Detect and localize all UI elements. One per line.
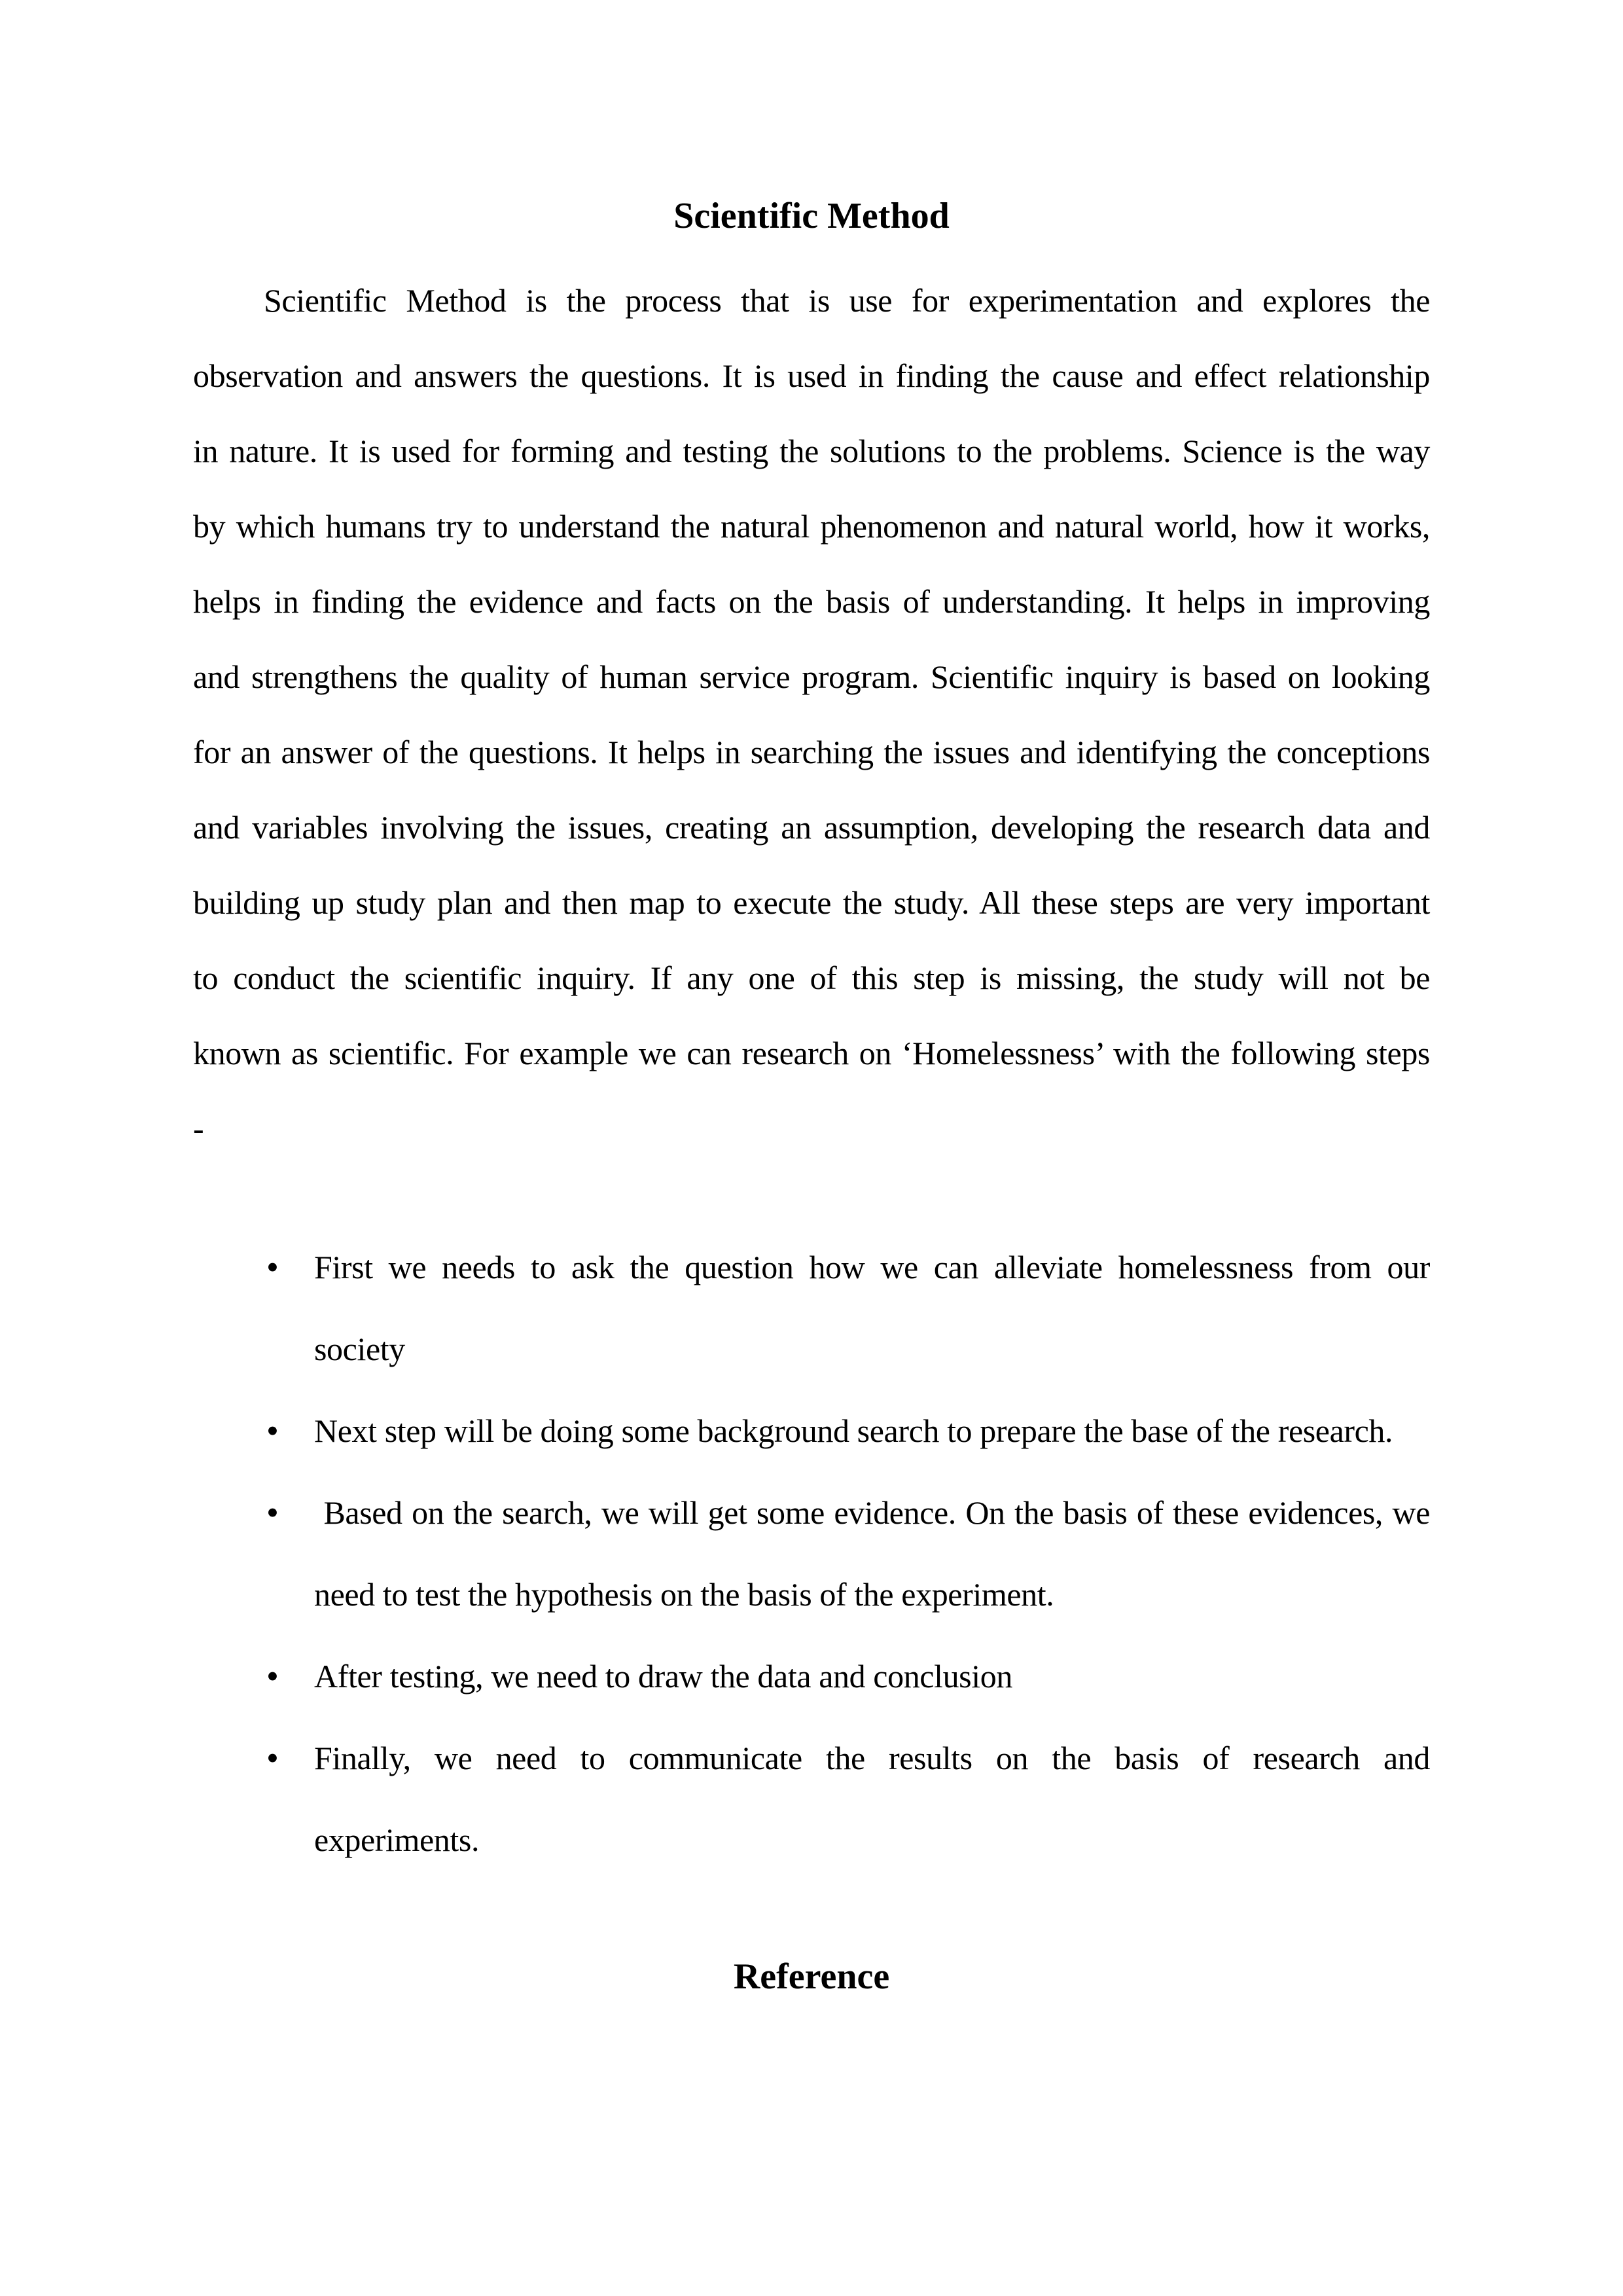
document-title: Scientific Method <box>673 196 950 236</box>
paragraph-line: known as scientific. For example we can research on ‘Homelessness’ with the following steps <box>193 1035 1430 1071</box>
list-item-line: After testing, we need to draw the data and conclusion <box>314 1658 1012 1695</box>
list-item <box>193 1717 1430 1881</box>
list-item-line: Finally, we need to communicate the results on the basis of research and <box>314 1740 1430 1776</box>
paragraph-line: observation and answers the questions. It is used in finding the cause and effect relationship <box>193 357 1430 394</box>
list-item <box>193 1472 1430 1636</box>
bullet-icon: • <box>266 1411 279 1450</box>
paragraph-line: and variables involving the issues, creating an assumption, developing the research data and <box>193 809 1430 846</box>
bullet-icon: • <box>266 1738 279 1778</box>
paragraph-line: and strengthens the quality of human service program. Scientific inquiry is based on looking <box>193 658 1430 695</box>
paragraph-line: Scientific Method is the process that is use for experimentation and explores the <box>264 282 1430 319</box>
paragraph-line: to conduct the scientific inquiry. If any one of this step is missing, the study will not be <box>193 960 1430 996</box>
paragraph-line: - <box>193 1110 204 1147</box>
bullet-icon: • <box>266 1657 279 1696</box>
paragraph-line: helps in finding the evidence and facts on the basis of understanding. It helps in improving <box>193 583 1430 620</box>
steps-bullet-list <box>193 1227 1430 1881</box>
bullet-icon: • <box>266 1247 279 1287</box>
list-item <box>193 1227 1430 1390</box>
list-item <box>193 1636 1430 1717</box>
paragraph-line: building up study plan and then map to execute the study. All these steps are very important <box>193 884 1430 921</box>
paragraph-line: for an answer of the questions. It helps in searching the issues and identifying the conceptions <box>193 734 1430 770</box>
list-item-line: need to test the hypothesis on the basis of the experiment. <box>314 1576 1054 1613</box>
intro-paragraph <box>193 263 1430 1166</box>
paragraph-line: in nature. It is used for forming and testing the solutions to the problems. Science is the way <box>193 433 1430 469</box>
list-item-line: Next step will be doing some background search to prepare the base of the research. <box>314 1412 1393 1449</box>
list-item-line: society <box>314 1331 405 1367</box>
paragraph-line: by which humans try to understand the natural phenomenon and natural world, how it works, <box>193 508 1430 545</box>
list-item <box>193 1390 1430 1472</box>
list-item-line: First we needs to ask the question how we can alleviate homelessness from our <box>314 1249 1430 1285</box>
bullet-icon: • <box>266 1493 279 1532</box>
list-item-line: Based on the search, we will get some evidence. On the basis of these evidences, we <box>314 1494 1430 1531</box>
reference-heading: Reference <box>733 1956 890 1997</box>
list-item-line: experiments. <box>314 1821 480 1858</box>
